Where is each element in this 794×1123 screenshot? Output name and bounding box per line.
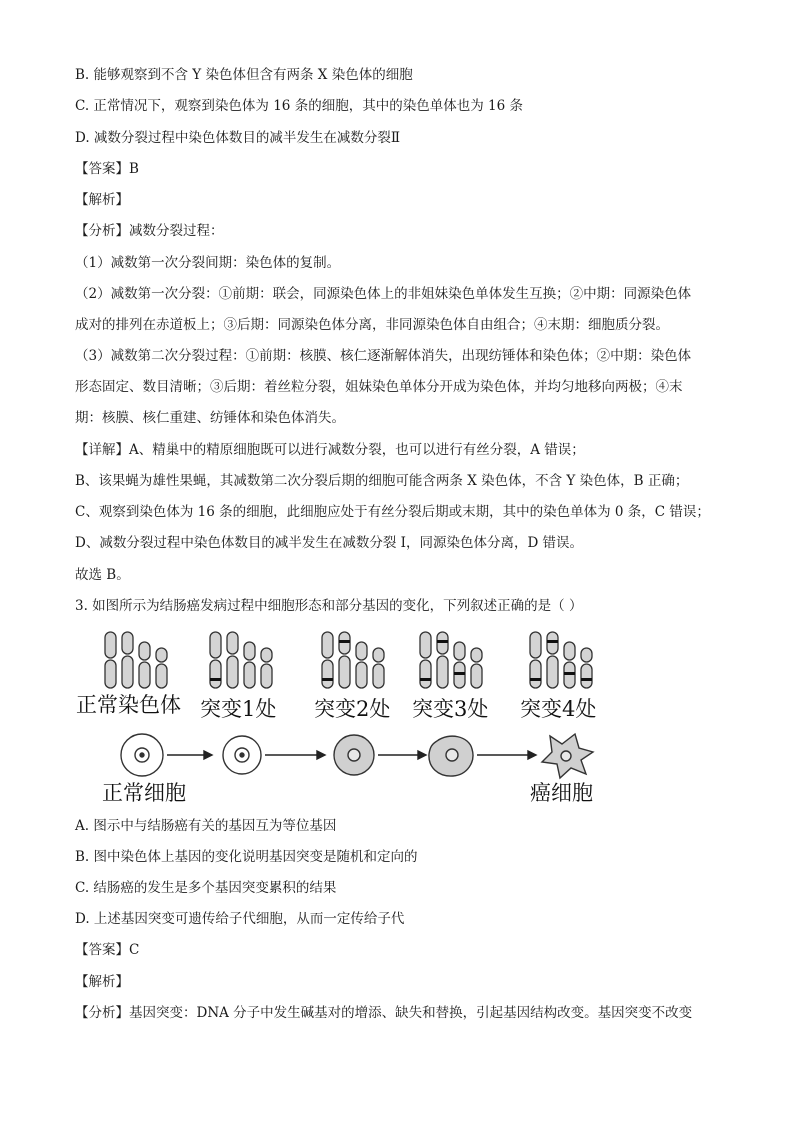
analysis-heading-q3: 【解析】 [75,974,129,990]
analysis-heading: 【解析】 [75,192,129,208]
analysis-q3: 【分析】基因突变：DNA 分子中发生碱基对的增添、缺失和替换，引起基因结构改变。基因突变不改变 [75,1005,693,1021]
cell-normal [121,734,163,776]
label-mutation-1: 突变1处 [200,697,277,721]
option-a-q3: A. 图示中与结肠癌有关的基因互为等位基因 [75,818,337,834]
colon-cancer-figure [72,628,612,813]
option-d: D. 减数分裂过程中染色体数目的减半发生在减数分裂Ⅱ [75,130,401,146]
detail-a: 【详解】A、精巢中的精原细胞既可以进行减数分裂，也可以进行有丝分裂，A 错误； [75,442,585,458]
label-normal-cell: 正常细胞 [102,781,186,805]
detail-b: B、该果蝇为雄性果蝇，其减数第二次分裂后期的细胞可能含两条 X 染色体，不含 Y 染色体，B 正确； [75,473,689,489]
analysis-step-3: （3）减数第二次分裂过程：①前期：核膜、核仁逐渐解体消失，出现纺锤体和染色体；②中期：染色体 [75,348,692,364]
cell-stage-3 [334,735,374,775]
option-c-q3: C. 结肠癌的发生是多个基因突变累积的结果 [75,880,337,896]
answer-q3: 【答案】C [75,942,140,958]
answer: 【答案】B [75,161,139,177]
question-3: 3. 如图所示为结肠癌发病过程中细胞形态和部分基因的变化，下列叙述正确的是（ ） [75,598,583,614]
label-cancer-cell: 癌细胞 [530,781,593,805]
cell-stage-4 [429,736,473,776]
option-b: B. 能够观察到不含 Y 染色体但含有两条 X 染色体的细胞 [75,67,413,83]
option-c: C. 正常情况下，观察到染色体为 16 条的细胞，其中的染色单体也为 16 条 [75,98,523,114]
analysis-intro: 【分析】减数分裂过程： [75,223,224,239]
label-normal-chromosome: 正常染色体 [76,693,181,717]
cell-cancer [542,734,593,778]
analysis-step-2-cont: 成对的排列在赤道板上；③后期：同源染色体分离，非同源染色体自由组合；④末期：细胞质分裂。 [75,317,669,333]
cell-stage-2 [223,736,261,774]
analysis-step-3-end: 期：核膜、核仁重建、纺锤体和染色体消失。 [75,410,345,426]
detail-d: D、减数分裂过程中染色体数目的减半发生在减数分裂 I，同源染色体分离，D 错误。 [75,535,584,551]
conclusion: 故选 B。 [75,567,130,583]
label-mutation-2: 突变2处 [314,697,391,721]
option-d-q3: D. 上述基因突变可遗传给子代细胞，从而一定传给子代 [75,911,405,927]
label-mutation-3: 突变3处 [412,697,489,721]
analysis-step-1: （1）减数第一次分裂间期：染色体的复制。 [75,255,341,271]
label-mutation-4: 突变4处 [520,697,597,721]
option-b-q3: B. 图中染色体上基因的变化说明基因突变是随机和定向的 [75,849,418,865]
analysis-step-3-cont: 形态固定、数目清晰；③后期：着丝粒分裂，姐妹染色单体分开成为染色体，并均匀地移向两极；④末 [75,379,683,395]
analysis-step-2: （2）减数第一次分裂：①前期：联会，同源染色体上的非姐妹染色单体发生互换；②中期：同源染色体 [75,286,692,302]
chromosome-group-normal [105,632,167,688]
detail-c: C、观察到染色体为 16 条的细胞，此细胞应处于有丝分裂后期或末期，其中的染色单体为 0 条，C 错误； [75,504,710,520]
